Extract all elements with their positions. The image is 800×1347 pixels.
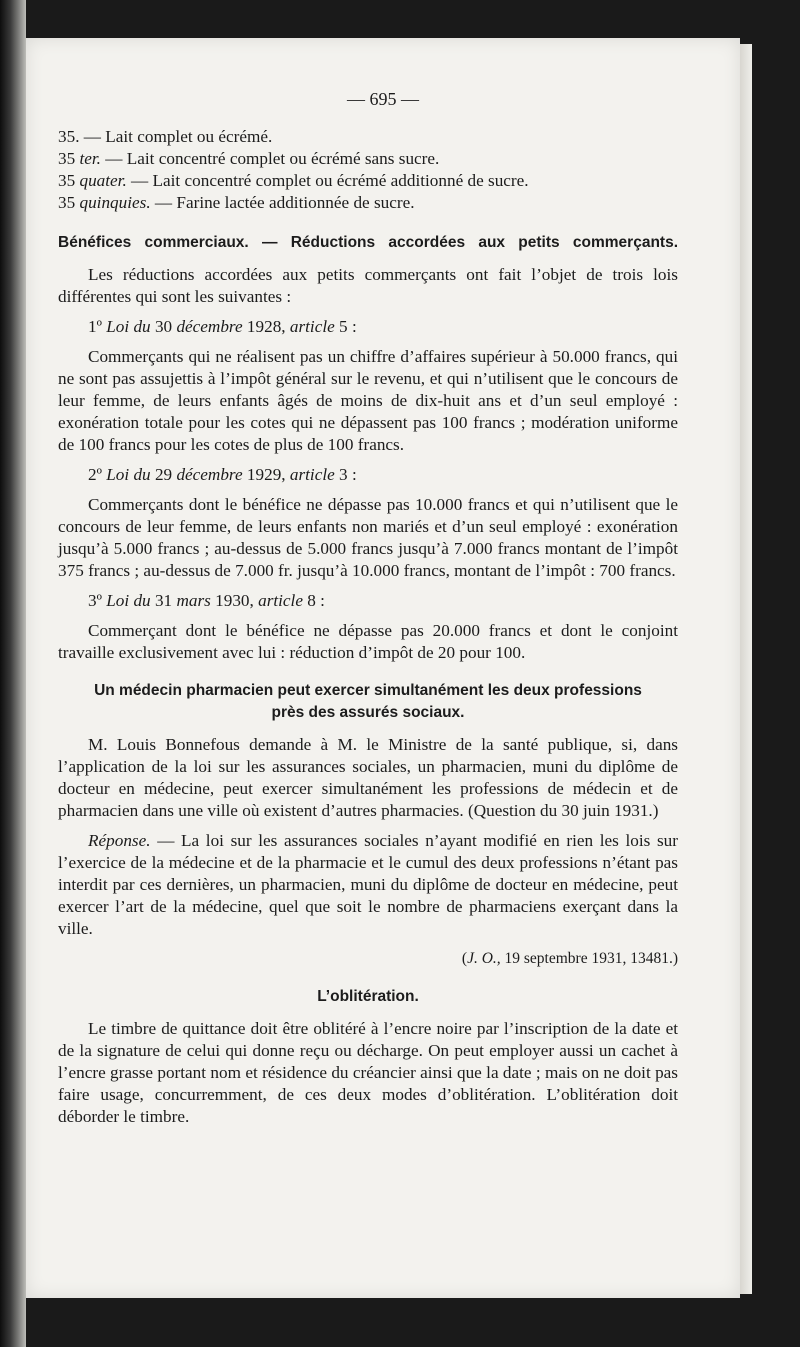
section-heading-obliteration: L’oblitération.	[317, 988, 419, 1005]
law-reference: 3º Loi du 31 mars 1930, article 8 :	[88, 591, 325, 610]
law-paragraph: Commerçants qui ne réalisent pas un chiffre d’affaires supérieur à 50.000 francs, qui ne sont pas assujettis à l’impôt général sur le revenu, et qui n’utilisent que le concours de leur femme, de leurs enfants âgés de moins de dix-huit ans et d’un seul employé : exonération totale pour les cotes qui ne dépassent pas 100 francs ; modération uniforme de 100 francs pour les cotes de plus de 100 francs.	[58, 347, 678, 454]
law-paragraph: Commerçants dont le bénéfice ne dépasse pas 10.000 francs et qui n’utilisent que le concours de leur femme, de leurs enfants non mariés et d’un seul employé : exonération jusqu’à 5.000 francs ; au-dessus de 5.000 francs jusqu’à 7.000 francs montant de l’impôt 375 francs ; au-dessus de 7.000 fr. jusqu’à 10.000 francs, montant de l’impôt : 700 francs.	[58, 495, 678, 580]
list-item: 35 ter. — Lait concentré complet ou écrémé sans sucre.	[58, 149, 440, 168]
page-edge	[740, 44, 752, 1294]
list-item: 35 quinquies. — Farine lactée additionnée de sucre.	[58, 193, 415, 212]
product-list	[58, 126, 678, 214]
list-item: 35. — Lait complet ou écrémé.	[58, 127, 273, 146]
section-heading-medecin: Un médecin pharmacien peut exercer simultanément les deux professions près des assurés sociaux.	[94, 682, 642, 721]
law-reference: 2º Loi du 29 décembre 1929, article 3 :	[88, 465, 357, 484]
answer-paragraph: Réponse. — La loi sur les assurances sociales n’ayant modifié en rien les lois sur l’exercice de la médecine et de la pharmacie et le cumul des deux professions n’étant pas interdit par ces dernières, un pharmacien, muni du diplôme de docteur en médecine, peut exercer l’art de la médecine, quel que soit le nombre de pharmaciens exerçant dans la ville.	[58, 831, 678, 938]
page-number: — 695 —	[347, 89, 419, 109]
book-spine-edge	[0, 0, 26, 1347]
citation: (J. O., 19 septembre 1931, 13481.)	[461, 950, 678, 967]
section-heading-benefices: Bénéfices commerciaux. — Réductions accordées aux petits commerçants.	[58, 234, 678, 251]
law-paragraph: Commerçant dont le bénéfice ne dépasse pas 20.000 francs et dont le conjoint travaille exclusivement avec lui : réduction d’impôt de 20 pour 100.	[58, 621, 678, 662]
page-content	[58, 88, 678, 1136]
list-item: 35 quater. — Lait concentré complet ou écrémé additionné de sucre.	[58, 171, 529, 190]
section-intro: Les réductions accordées aux petits commerçants ont fait l’objet de trois lois différentes qui sont les suivantes :	[58, 265, 678, 306]
law-reference: 1º Loi du 30 décembre 1928, article 5 :	[88, 317, 357, 336]
obliteration-paragraph: Le timbre de quittance doit être oblitéré à l’encre noire par l’inscription de la date et de la signature de celui qui donne reçu ou décharge. On peut employer aussi un cachet à l’encre grasse portant nom et résidence du créancier ainsi que la date ; mais on ne doit pas faire usage, concurremment, de ces deux modes d’oblitération. L’oblitération doit déborder le timbre.	[58, 1019, 678, 1126]
question-paragraph: M. Louis Bonnefous demande à M. le Ministre de la santé publique, si, dans l’application de la loi sur les assurances sociales, un pharmacien, muni du diplôme de docteur en médecine, peut exercer simultanément les professions de médecin et de pharmacien dans une ville où existent d’autres pharmacies. (Question du 30 juin 1931.)	[58, 735, 678, 820]
document-page	[26, 38, 740, 1298]
